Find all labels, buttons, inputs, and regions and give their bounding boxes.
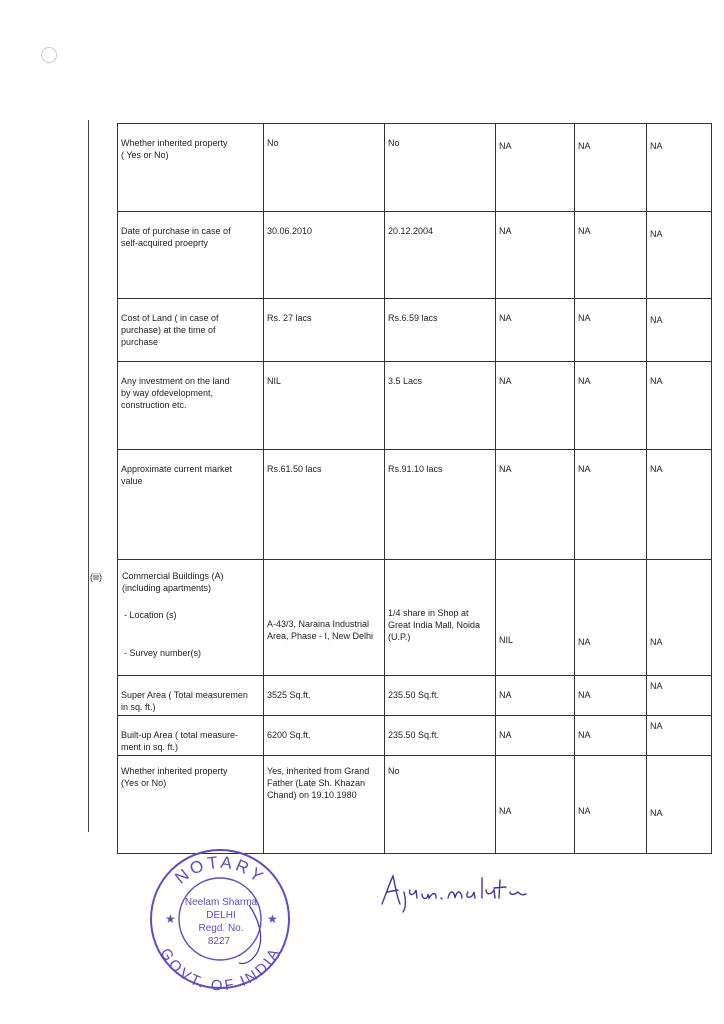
value-cell: Yes, inherited from Grand Father (Late Sh. Khazan Chand) on 19.10.1980 — [264, 756, 385, 854]
value-cell: NA — [647, 756, 712, 854]
row-label: Approximate current market value — [118, 450, 264, 560]
value-cell: NA — [575, 362, 647, 450]
value-cell: Rs.61.50 lacs — [264, 450, 385, 560]
table-row — [118, 716, 712, 756]
table-row — [118, 756, 712, 854]
value-cell: NA — [575, 299, 647, 362]
value-cell: NA — [647, 212, 712, 299]
value-cell: 6200 Sq.ft. — [264, 716, 385, 756]
value-cell: NA — [496, 299, 575, 362]
survey-label: - Survey number(s) — [124, 648, 202, 658]
row-label: Built-up Area ( total measure- ment in sq. ft.) — [118, 716, 264, 756]
row-label: Date of purchase in case of self-acquired proeprty — [118, 212, 264, 299]
commercial-heading: Commercial Buildings (A) (including apartments) — [122, 571, 224, 593]
value-cell: NA — [575, 212, 647, 299]
value-cell: NA — [496, 756, 575, 854]
table-row — [118, 299, 712, 362]
value-cell: NA — [575, 450, 647, 560]
stamp-top-text: NOTARY — [171, 852, 269, 888]
value-cell: NA — [647, 450, 712, 560]
punch-hole — [41, 47, 57, 63]
value-cell: NA — [496, 362, 575, 450]
value-cell: 235.50 Sq.ft. — [385, 676, 496, 716]
table-row — [118, 124, 712, 212]
commercial-label-cell — [118, 560, 264, 676]
value-cell: NA — [647, 124, 712, 212]
value-cell: NA — [647, 362, 712, 450]
svg-text:Ajay K. Malhotra: Ajay K. Malhotra — [378, 864, 386, 865]
star-icon: ★ — [165, 912, 176, 926]
table-row — [118, 362, 712, 450]
stamp-name: Neelam Sharma — [184, 897, 258, 908]
value-cell: NA — [575, 560, 647, 676]
value-cell: No — [385, 756, 496, 854]
property-table — [117, 123, 712, 854]
value-cell: 3.5 Lacs — [385, 362, 496, 450]
value-cell: No — [385, 124, 496, 212]
stamp-city: DELHI — [206, 910, 236, 921]
value-cell: NA — [496, 716, 575, 756]
value-cell: NA — [575, 124, 647, 212]
value-cell: 20.12.2004 — [385, 212, 496, 299]
notary-stamp — [145, 847, 295, 991]
row-label: Whether inherited property ( Yes or No) — [118, 124, 264, 212]
value-cell: NA — [647, 716, 712, 756]
value-cell: 1/4 share in Shop at Great India Mall, Noida (U.P.) — [385, 560, 496, 676]
row-label: Cost of Land ( in case of purchase) at the time of purchase — [118, 299, 264, 362]
row-label: Any investment on the land by way ofdevelopment, construction etc. — [118, 362, 264, 450]
value-cell: NA — [647, 299, 712, 362]
value-cell: NA — [575, 716, 647, 756]
value-cell: NA — [575, 676, 647, 716]
value-cell: 235.50 Sq.ft. — [385, 716, 496, 756]
star-icon: ★ — [267, 912, 278, 926]
stamp-regd: Regd. No. — [198, 923, 244, 934]
value-cell: NIL — [264, 362, 385, 450]
section-index: (iii) — [90, 572, 102, 582]
value-cell: 30.06.2010 — [264, 212, 385, 299]
table-row — [118, 450, 712, 560]
row-label: Super Area ( Total measuremen in sq. ft.) — [118, 676, 264, 716]
stamp-number: 8227 — [207, 936, 231, 947]
value-cell: NA — [496, 676, 575, 716]
value-cell: NA — [647, 560, 712, 676]
table-row — [118, 212, 712, 299]
value-cell: NA — [647, 676, 712, 716]
signature — [378, 864, 548, 914]
value-cell: 3525 Sq.ft. — [264, 676, 385, 716]
value-cell: A-43/3, Naraina Industrial Area, Phase - I, New Delhi — [264, 560, 385, 676]
value-cell: NIL — [496, 560, 575, 676]
value-cell: Rs. 27 lacs — [264, 299, 385, 362]
value-cell: Rs.91.10 lacs — [385, 450, 496, 560]
row-label: Whether inherited property (Yes or No) — [118, 756, 264, 854]
table-row — [118, 676, 712, 716]
value-cell: NA — [496, 124, 575, 212]
value-cell: Rs.6.59 lacs — [385, 299, 496, 362]
table-row-commercial — [118, 560, 712, 676]
margin-rule — [88, 120, 89, 832]
value-cell: NA — [575, 756, 647, 854]
value-cell: NA — [496, 450, 575, 560]
location-label: - Location (s) — [124, 610, 177, 620]
value-cell: NA — [496, 212, 575, 299]
stamp-bottom-text: GOVT. OF INDIA — [156, 945, 284, 991]
value-cell: No — [264, 124, 385, 212]
